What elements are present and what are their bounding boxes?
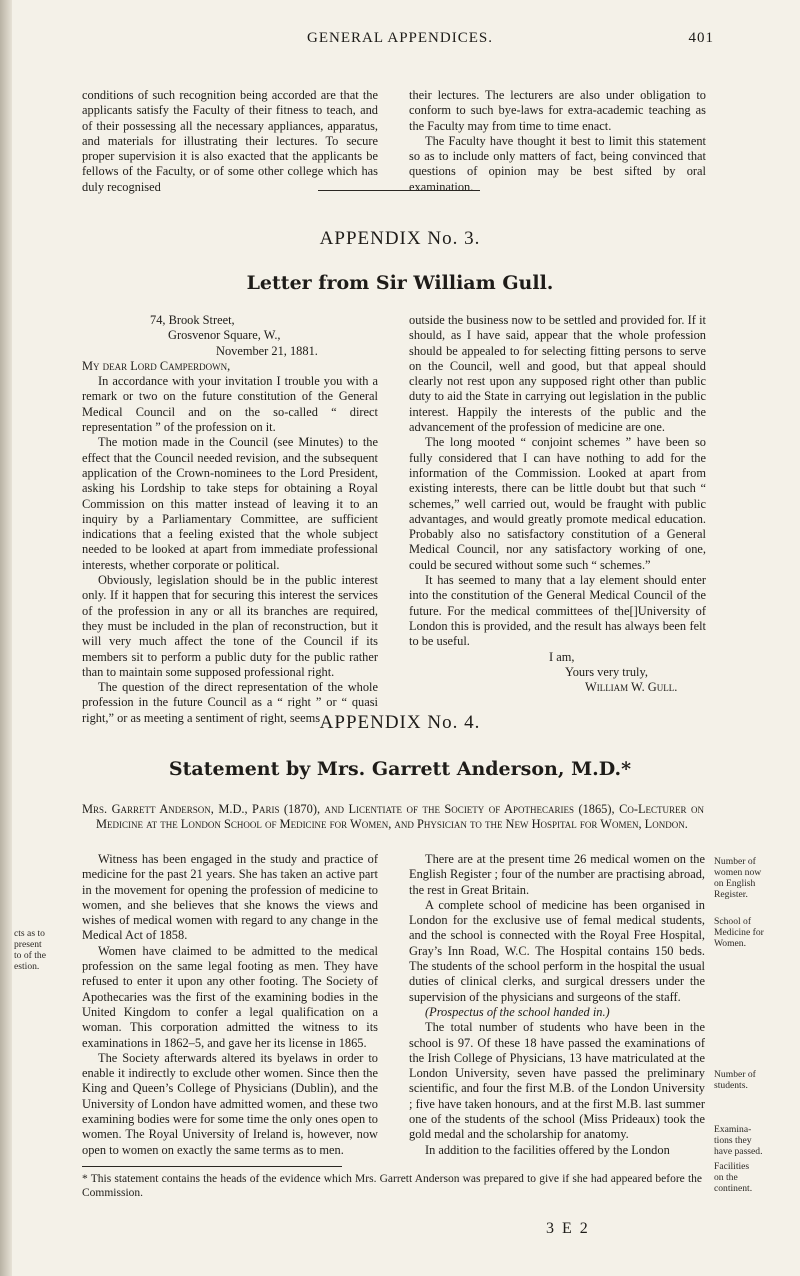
letter-signature: William W. Gull. (585, 680, 678, 695)
margin-note-line: Facilities (714, 1161, 750, 1172)
margin-note-line: continent. (714, 1183, 753, 1194)
appendix-4-title: Statement by Mrs. Garrett Anderson, M.D.* (168, 758, 632, 780)
margin-note-line: have passed. (714, 1146, 763, 1157)
printer-signature-mark: 3 E 2 (546, 1220, 590, 1237)
left-note-line: present (14, 939, 42, 950)
section-divider (318, 190, 480, 191)
intro-left-text: conditions of such recognition being accorded are that the applicants satisfy the Faculty of their fitness to teach, and of their possessing all the necessary appliances, apparatus, and materials for illustrating their lectures. To secure proper supervision it is also exacted that the applicants be fellows of the Faculty, or of some other college which has duly recognised (82, 88, 378, 194)
left-note-line: to of the (14, 950, 46, 961)
appendix-4-heading: APPENDIX No. 4. (319, 712, 481, 733)
margin-note-register (714, 856, 792, 900)
footnote: * This statement contains the heads of the evidence which Mrs. Garrett Anderson was prepared to give if she had appeared before the Commission. (82, 1173, 702, 1199)
witness-credentials (82, 802, 704, 833)
margin-note-examinations (714, 1124, 792, 1157)
margin-note-line: students. (714, 1080, 748, 1091)
margin-note-line: Register. (714, 889, 748, 900)
margin-note-line: tions they (714, 1135, 752, 1146)
letter-left-para-1: In accordance with your invitation I trouble you with a remark or two on the future constitution of the General Medical Council and on the so-called “ direct representation ” of the profession on it. (82, 374, 378, 435)
credentials-text: Mrs. Garrett Anderson, M.D., Paris (1870), and Licentiate of the Society of Apothecaries (1865), Co-Lecturer on Medicine at the London School of Medicine for Women, and Physician to the New Hospital for Women, London. (82, 802, 704, 832)
appendix-3-title: Letter from Sir William Gull. (246, 272, 554, 294)
margin-note-line: on the (714, 1172, 738, 1183)
footnote-rule (82, 1166, 342, 1167)
statement-right-para-4: The total number of students who have been in the school is 97. Of these 18 have passed the examinations of the Irish College of Physicians, 13 have matriculated at the London University, seven have passed the preliminary scientific, and four the first M.B. of the London University ; five have taken honours, and at the first M.B. last summer one of the students of the school (Miss Prideaux) took the gold medal and the scholarship for anatomy. (409, 1020, 705, 1142)
statement-right-para-5: In addition to the facilities offered by the London (425, 1142, 670, 1157)
margin-note-line: School of (714, 916, 752, 927)
running-head-title: GENERAL APPENDICES. (307, 30, 493, 46)
letter-left-para-4: The question of the direct representation of the whole profession in the future Council as a “ right ” or “ quasi right,” or as meeting a sentiment of right, seems (82, 680, 378, 725)
margin-note-line: Number of (714, 856, 756, 867)
letter-right-para-2: The long mooted “ conjoint schemes ” have been so fully considered that I can have nothing to add for the information of the Commission. Looked at apart from existing interests, there can be little doubt but that such “ schemes,” well carried out, would be fraught with public advantages, and would greatly promote medical education. Probably also no satisfactory constitution of a General Medical Council, nor any satisfactory working of one, could be secured without some such “ schemes.” (409, 435, 706, 572)
statement-right-para-3: (Prospectus of the school handed in.) (425, 1004, 610, 1019)
margin-note-facilities (714, 1161, 792, 1194)
closing-line-2: Yours very truly, (565, 664, 648, 679)
margin-note-line: Number of (714, 1069, 756, 1080)
left-note-line: cts as to (14, 928, 45, 939)
address-line-1: 74, Brook Street, (150, 313, 235, 327)
margin-note-students (714, 1069, 792, 1091)
margin-note-line: on English (714, 878, 756, 889)
statement-left-para-3: The Society afterwards altered its byelaws in order to enable it indirectly to exclude other women. Since then the King and Queen’s College of Physicians (Dublin), and the University of London have admitted women, and these two examining bodies were for some time the only ones open to women. The Royal University of Ireland is, however, now open to women on exactly the same terms as to men. (82, 1050, 378, 1157)
letter-right-para-3: It has seemed to many that a lay element should enter into the constitution of the General Medical Council of the future. For the medical committees of the[]University of London this is provided, and the result has always been felt to be useful. (409, 573, 706, 649)
statement-right-para-2: A complete school of medicine has been organised in London for the exclusive use of femal medical students, and the school is connected with the Royal Free Hospital, Gray’s Inn Road, W.C. The Hospital contains 150 beds. The students of the school perform in the hospital the usual duties of clinical clerks, and surgical dressers under the supervision of the physicians and surgeons of the staff. (409, 897, 705, 1004)
statement-right-para-1: There are at the present time 26 medical women on the English Register ; four of the number are practising abroad, the rest in Great Britain. (409, 852, 705, 897)
address-line-3: November 21, 1881. (216, 343, 318, 358)
letter-right-para-1: outside the business now to be settled and provided for. If it should, as I have said, appear that the whole profession should be appealed to for selecting fitting persons to serve on the Council, well and good, but that appeal should clearly not rest upon any supposed right other than public duty to aid the State in carrying out legislation in the public interest. Happily the interests of the public and the advancement of the profession of medicine are one. (409, 313, 706, 435)
intro-right-column (409, 88, 706, 195)
appendix-3-heading: APPENDIX No. 3. (319, 228, 481, 249)
intro-right-para-1: their lectures. The lecturers are also under obligation to conform to such bye-laws for extra-academic teaching as the Faculty may from time to time enact. (409, 88, 706, 133)
margin-note-line: Medicine for (714, 927, 764, 938)
margin-note-line: women now (714, 867, 762, 878)
closing-line-1: I am, (549, 649, 575, 664)
letter-right-column (409, 313, 706, 695)
running-head (0, 30, 800, 54)
letter-left-para-2: The motion made in the Council (see Minutes) to the effect that the Council needed revision, and the subsequent application of the Crown-nominees to the Lord President, asking his Lordship to take steps for obtaining a Royal Commission on this matter instead of leaving it to an inquiry by a Parliamentary Committee, are sufficient indications that a feeling existed that the whole subject needed to be looked at apart from immediate professional interests, whether corporate or political. (82, 435, 378, 572)
page-binding-edge (0, 0, 12, 1276)
margin-note-line: Examina- (714, 1124, 752, 1135)
intro-right-para-2: The Faculty have thought it best to limit this statement so as to include only matters of fact, being convinced that questions of opinion may be best sifted by oral examination. (409, 133, 706, 194)
letter-left-para-3: Obviously, legislation should be in the public interest only. If it happen that for securing this interest the services of the profession in any or all its branches are required, they must be included in the plan of reconstruction, but it will very much affect the tone of the Council if its members sit to perform a public duty for the public rather than to maintain some supposed professional right. (82, 573, 378, 679)
margin-note-line: Women. (714, 938, 746, 949)
statement-right-column (409, 852, 705, 1158)
address-line-2: Grosvenor Square, W., (168, 328, 281, 343)
left-note-line: estion. (14, 961, 40, 972)
left-margin-note (14, 928, 74, 972)
salutation: My dear Lord Camperdown, (82, 358, 231, 373)
margin-note-school (714, 916, 792, 949)
statement-left-para-1: Witness has been engaged in the study and practice of medicine for the past 21 years. She has taken an active part in the movement for opening the profession of medicine to women, and she believes that she knows the views and wishes of medical women with regard to any change in the Medical Act of 1858. (82, 852, 378, 943)
statement-left-column (82, 852, 378, 1158)
intro-left-column (82, 88, 378, 195)
letter-left-column (82, 313, 378, 726)
statement-left-para-2: Women have claimed to be admitted to the medical profession on the same legal footing as men. They have refused to enter it upon any other footing. The Society of Apothecaries was the first of the examining bodies in the United Kingdom to confer a legal qualification on a woman. This corporation admitted the witness to its examinations in 1862–5, and gave her its license in 1865. (82, 943, 378, 1050)
page-number: 401 (688, 30, 714, 46)
